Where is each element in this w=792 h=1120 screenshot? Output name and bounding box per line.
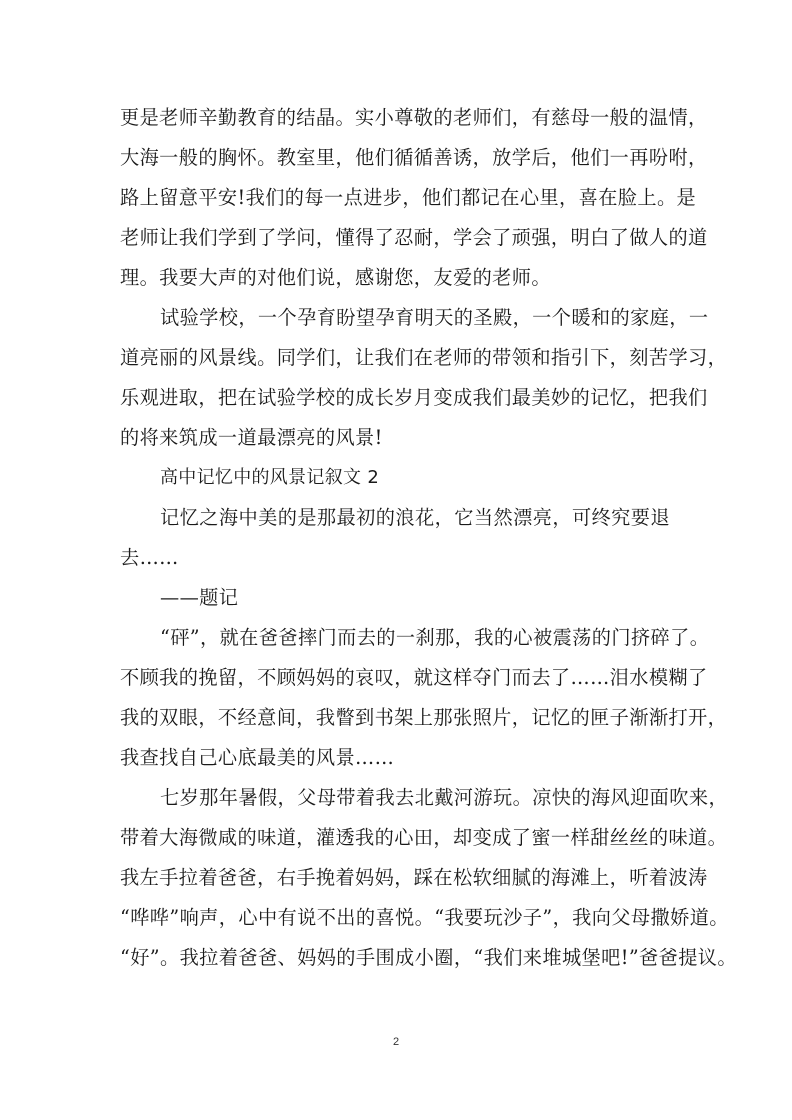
section-heading: 高中记忆中的风景记叙文 2 [160, 467, 380, 488]
text-line: 老师让我们学到了学问，懂得了忍耐，学会了顽强，明白了做人的道 [120, 226, 708, 249]
text-line: 去…… [120, 546, 179, 569]
text-line: 不顾我的挽留，不顾妈妈的哀叹，就这样夺门而去了……泪水模糊了 [120, 666, 708, 689]
paragraph-start: “砰”，就在爸爸摔门而去的一刹那，我的心被震荡的门挤碎了。 [160, 626, 710, 649]
epigraph-start: 记忆之海中美的是那最初的浪花，它当然漂亮，可终究要退 [160, 506, 670, 529]
text-line: 大海一般的胸怀。教室里，他们循循善诱，放学后，他们一再吩咐， [120, 146, 708, 169]
text-line: 更是老师辛勤教育的结晶。实小尊敬的老师们，有慈母一般的温情， [120, 106, 708, 129]
text-line: 路上留意平安!我们的每一点进步，他们都记在心里，喜在脸上。是 [120, 186, 697, 209]
text-line: “哗哗”响声，心中有说不出的喜悦。“我要玩沙子”，我向父母撒娇道。 [120, 906, 729, 929]
paragraph-start: 七岁那年暑假，父母带着我去北戴河游玩。凉快的海风迎面吹来， [160, 786, 729, 809]
text-line: 理。我要大声的对他们说，感谢您，友爱的老师。 [120, 266, 551, 289]
text-line: 乐观进取，把在试验学校的成长岁月变成我们最美妙的记忆，把我们 [120, 386, 708, 409]
text-line: 带着大海微咸的味道，灌透我的心田，却变成了蜜一样甜丝丝的味道。 [120, 826, 728, 849]
text-line: “好”。我拉着爸爸、妈妈的手围成小圈，“我们来堆城堡吧!”爸爸提议。 [120, 946, 737, 969]
text-line: 我查找自己心底最美的风景…… [120, 746, 395, 769]
document-body [120, 98, 737, 978]
paragraph-start: 试验学校，一个孕育盼望孕育明天的圣殿，一个暖和的家庭，一 [160, 306, 709, 329]
text-line: 我的双眼，不经意间，我瞥到书架上那张照片，记忆的匣子渐渐打开， [120, 706, 728, 729]
epigraph-attribution: ——题记 [160, 586, 239, 609]
page-number: 2 [392, 1036, 400, 1048]
text-line: 道亮丽的风景线。同学们，让我们在老师的带领和指引下，刻苦学习， [120, 346, 728, 369]
text-line: 的将来筑成一道最漂亮的风景! [120, 426, 383, 449]
text-line: 我左手拉着爸爸，右手挽着妈妈，踩在松软细腻的海滩上，听着波涛 [120, 866, 708, 889]
